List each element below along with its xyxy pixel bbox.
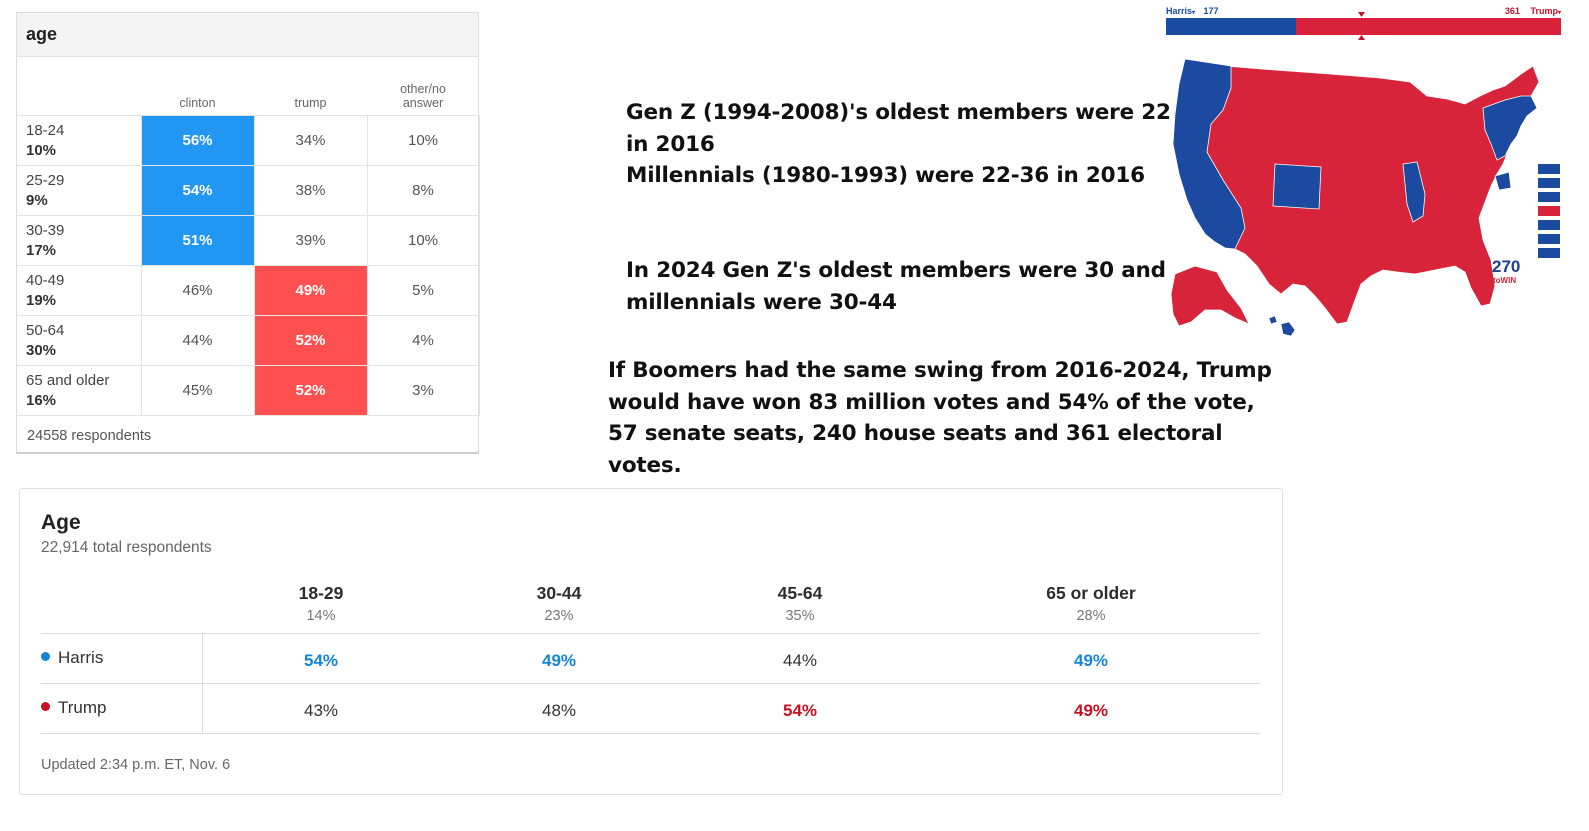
majority-marker-icon bbox=[1358, 12, 1365, 17]
harris-ev-label bbox=[1166, 6, 1219, 16]
note-line: If Boomers had the same swing from 2016-2024, Trump bbox=[608, 358, 1272, 383]
age-table-body bbox=[17, 116, 479, 416]
age-group-label: 30-39 bbox=[26, 221, 65, 239]
logo-270: 270 bbox=[1492, 257, 1521, 276]
other-cell: 4% bbox=[367, 316, 479, 366]
header-clinton: clinton bbox=[141, 57, 254, 116]
age-group-cell bbox=[17, 316, 141, 366]
trump-ev-value: 361 bbox=[1504, 6, 1520, 16]
header-trump: trump bbox=[254, 57, 367, 116]
note-line: In 2024 Gen Z's oldest members were 30 and bbox=[626, 258, 1166, 283]
note-line: millennials were 30-44 bbox=[626, 289, 897, 315]
respondents-count: 24558 respondents bbox=[27, 428, 152, 444]
candidate-trump bbox=[41, 698, 107, 718]
card-title: Age bbox=[41, 511, 81, 534]
divider bbox=[41, 633, 1260, 634]
clinton-cell: 54% bbox=[141, 166, 254, 216]
other-cell: 5% bbox=[367, 266, 479, 316]
state-box bbox=[1538, 178, 1560, 188]
trump-cell: 52% bbox=[254, 316, 367, 366]
trump-ev-bar bbox=[1296, 18, 1561, 35]
column-header bbox=[459, 583, 659, 624]
exit-poll-2016-table bbox=[16, 12, 479, 454]
column-age: 18-29 bbox=[298, 583, 344, 603]
column-age: 65 or older bbox=[1046, 583, 1136, 603]
table-title: age bbox=[17, 13, 478, 57]
age-group-share: 10% bbox=[26, 141, 57, 159]
column-header bbox=[221, 583, 421, 624]
map-colorado-dem bbox=[1273, 164, 1321, 209]
logo-towin: toWIN bbox=[1493, 276, 1517, 285]
column-share: 14% bbox=[306, 608, 336, 624]
trump-cell: 49% bbox=[254, 266, 367, 316]
table-row bbox=[17, 216, 479, 266]
age-group-cell bbox=[17, 366, 141, 416]
electoral-map-panel bbox=[1165, 4, 1565, 340]
note-gen-z-2024 bbox=[626, 255, 1166, 318]
header-blank bbox=[17, 57, 141, 116]
exit-poll-2024-card bbox=[19, 488, 1283, 795]
trump-dot-icon bbox=[41, 702, 50, 711]
harris-value-cell: 49% bbox=[541, 651, 577, 670]
us-map bbox=[1171, 59, 1539, 336]
note-gen-z-2016 bbox=[626, 97, 1171, 192]
note-line: Millennials (1980-1993) were 22-36 in 2016 bbox=[626, 163, 1145, 188]
candidate-harris bbox=[41, 648, 103, 668]
divider bbox=[202, 634, 203, 734]
table-row bbox=[17, 116, 479, 166]
state-box bbox=[1538, 164, 1560, 174]
trump-ev-label bbox=[1505, 6, 1561, 16]
age-group-cell bbox=[17, 166, 141, 216]
small-state-boxes bbox=[1538, 164, 1560, 258]
age-group-share: 19% bbox=[26, 291, 57, 309]
harris-ev-value: 177 bbox=[1203, 6, 1219, 16]
age-group-label: 25-29 bbox=[26, 171, 65, 189]
age-group-label: 65 and older bbox=[26, 371, 110, 389]
column-header bbox=[700, 583, 900, 624]
trump-label: Trump bbox=[1530, 6, 1558, 16]
note-line: votes. bbox=[608, 452, 682, 478]
column-share: 23% bbox=[544, 608, 574, 624]
table-row bbox=[17, 266, 479, 316]
state-box bbox=[1538, 220, 1560, 230]
age-group-share: 17% bbox=[26, 241, 57, 259]
column-age: 45-64 bbox=[777, 583, 823, 603]
column-share: 35% bbox=[785, 608, 815, 624]
age-table bbox=[17, 57, 480, 416]
table-row bbox=[17, 316, 479, 366]
other-cell: 3% bbox=[367, 366, 479, 416]
column-share: 28% bbox=[1076, 608, 1106, 624]
harris-ev-bar bbox=[1166, 18, 1296, 35]
note-line: Gen Z (1994-2008)'s oldest members were 22 bbox=[626, 100, 1171, 125]
divider bbox=[41, 733, 1260, 734]
note-line: in 2016 bbox=[626, 131, 715, 157]
age-group-label: 40-49 bbox=[26, 271, 65, 289]
note-boomer-swing bbox=[608, 355, 1272, 481]
updated-timestamp: Updated 2:34 p.m. ET, Nov. 6 bbox=[41, 757, 231, 773]
age-group-cell bbox=[17, 116, 141, 166]
trump-value-cell: 48% bbox=[541, 701, 577, 720]
note-line: would have won 83 million votes and 54% of the vote, bbox=[608, 389, 1255, 415]
age-group-share: 30% bbox=[26, 341, 57, 359]
header-row bbox=[17, 57, 479, 116]
electoral-map-svg bbox=[1165, 4, 1565, 340]
column-header bbox=[991, 583, 1191, 624]
age-group-cell bbox=[17, 266, 141, 316]
other-cell: 8% bbox=[367, 166, 479, 216]
majority-marker-icon bbox=[1358, 35, 1365, 40]
candidate-name: Harris bbox=[58, 648, 104, 667]
map-virginia-dem bbox=[1495, 172, 1511, 190]
other-cell: 10% bbox=[367, 116, 479, 166]
caret-down-icon: ▾ bbox=[1557, 10, 1561, 16]
state-box bbox=[1538, 192, 1560, 202]
card-subtitle: 22,914 total respondents bbox=[41, 539, 212, 556]
header-other: other/no answer bbox=[367, 57, 479, 116]
harris-value-cell: 44% bbox=[782, 651, 818, 670]
state-box bbox=[1538, 206, 1560, 216]
age-group-label: 50-64 bbox=[26, 321, 65, 339]
clinton-cell: 46% bbox=[141, 266, 254, 316]
caret-down-icon: ▾ bbox=[1192, 10, 1196, 16]
table-row bbox=[17, 366, 479, 416]
state-box bbox=[1538, 234, 1560, 244]
trump-value-cell: 54% bbox=[782, 701, 818, 720]
harris-dot-icon bbox=[41, 652, 50, 661]
map-hawaii bbox=[1269, 316, 1295, 336]
clinton-cell: 44% bbox=[141, 316, 254, 366]
trump-cell: 38% bbox=[254, 166, 367, 216]
trump-cell: 52% bbox=[254, 366, 367, 416]
table-row bbox=[17, 166, 479, 216]
clinton-cell: 51% bbox=[141, 216, 254, 266]
age-group-share: 9% bbox=[26, 191, 48, 209]
trump-cell: 34% bbox=[254, 116, 367, 166]
candidate-name: Trump bbox=[58, 698, 107, 717]
age-group-label: 18-24 bbox=[26, 121, 65, 139]
trump-value-cell: 43% bbox=[303, 701, 339, 720]
clinton-cell: 56% bbox=[141, 116, 254, 166]
other-cell: 10% bbox=[367, 216, 479, 266]
divider bbox=[41, 683, 1260, 684]
harris-value-cell: 54% bbox=[303, 651, 339, 670]
column-age: 30-44 bbox=[536, 583, 582, 603]
state-box bbox=[1538, 248, 1560, 258]
map-alaska bbox=[1171, 266, 1249, 326]
note-line: 57 senate seats, 240 house seats and 361 electoral bbox=[608, 421, 1223, 446]
harris-label: Harris bbox=[1166, 6, 1193, 16]
age-group-share: 16% bbox=[26, 391, 57, 409]
clinton-cell: 45% bbox=[141, 366, 254, 416]
trump-value-cell: 49% bbox=[1073, 701, 1109, 720]
trump-cell: 39% bbox=[254, 216, 367, 266]
age-group-cell bbox=[17, 216, 141, 266]
harris-value-cell: 49% bbox=[1073, 651, 1109, 670]
